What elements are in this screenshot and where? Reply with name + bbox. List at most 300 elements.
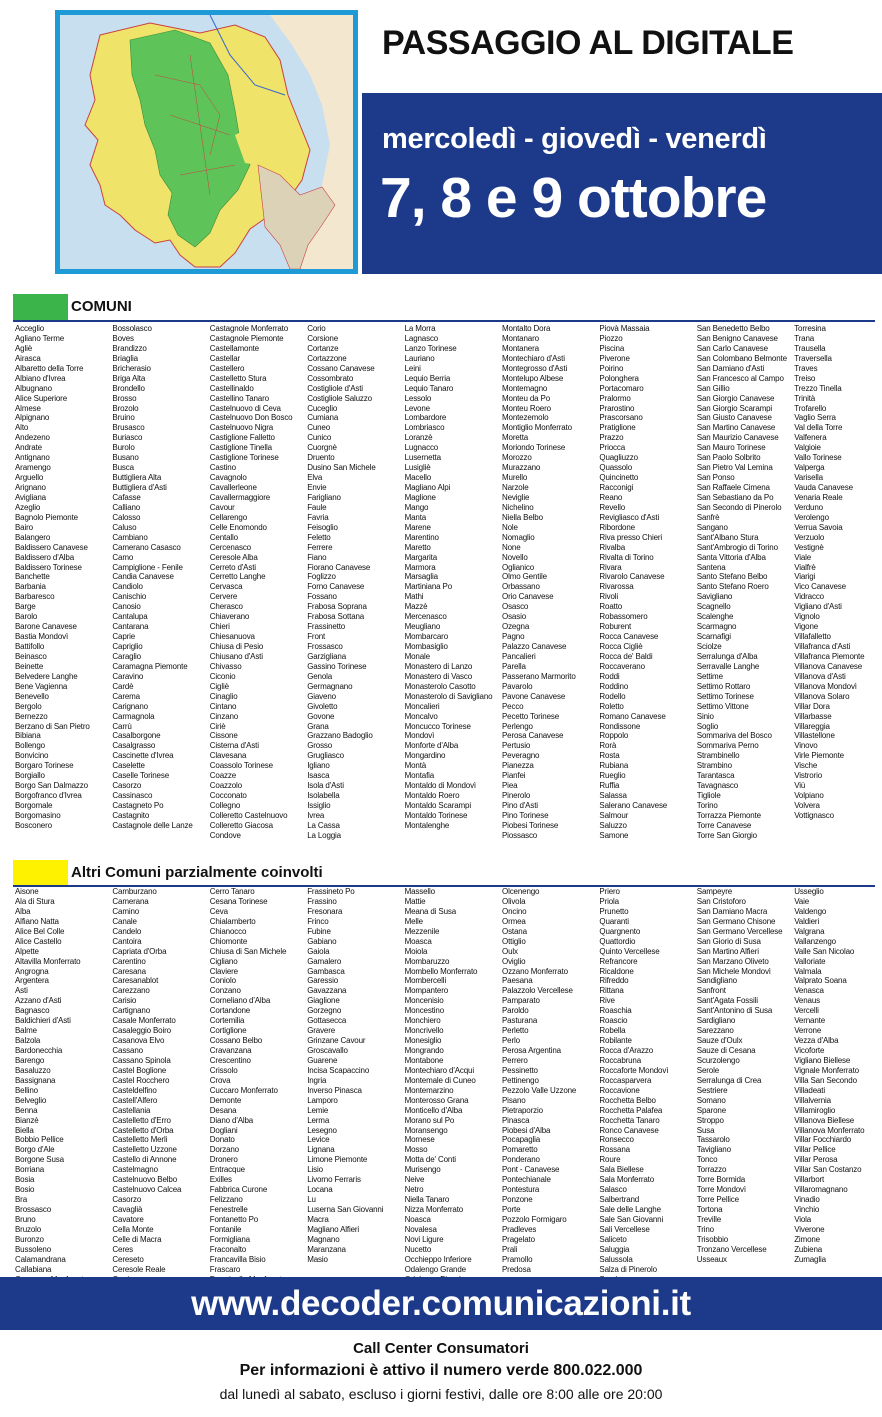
list-item: Argentera [15,976,49,986]
website-link[interactable]: www.decoder.comunicazioni.it [191,1284,691,1323]
list-item: Barbania [15,582,46,592]
list-item: Virle Piemonte [794,751,844,761]
list-item: Bassignana [15,1075,56,1085]
list-item: Roccabruna [599,1055,642,1065]
list-item: Scarmagno [696,622,737,632]
list-item: Venasca [794,986,824,996]
list-item: Leini [404,363,421,373]
list-item: San Marzano Oliveto [696,956,769,966]
list-item: Basaluzzo [15,1065,51,1075]
list-item: San Colombano Belmonte [696,353,787,363]
list-item: Brondello [112,383,145,393]
list-item: Castel Rocchero [112,1075,170,1085]
list-item: Beinette [15,661,44,671]
list-item: Pecco [502,701,524,711]
list-item: Marentino [404,532,439,542]
list-item: Noasca [404,1214,431,1224]
list-item: Balzola [15,1036,41,1046]
list-item: Torre San Giorgio [696,830,757,840]
list-item: Cossombrato [307,373,354,383]
list-item: Bene Vagienna [15,681,68,691]
list-item: Nucetto [404,1244,432,1254]
list-item: Susa [696,1125,715,1135]
list-item: Montaldo Torinese [404,810,468,820]
list-item: Verzuolo [794,532,825,542]
list-item: Tortona [696,1205,723,1214]
list-item: Nole [502,522,518,532]
list-item: Candelo [112,926,142,936]
list-item: Castell'Alfero [112,1095,158,1105]
map-image [60,15,353,269]
list-item: Zimone [794,1234,820,1244]
list-item: Albiano d'Ivrea [15,373,66,383]
list-item: Quassolo [599,463,632,473]
list-item: Montezemolo [502,413,549,423]
list-item: Givoletto [307,701,338,711]
list-item: Quincinetto [599,473,639,483]
list-item: San Maurizio Canavese [696,433,779,443]
list-item: Alice Castello [15,936,62,946]
list-item: Salasco [599,1185,627,1195]
list-item: Murazzano [502,463,541,473]
list-item: Villafalletto [794,632,831,642]
region-map [55,10,358,274]
list-item: Ronsecco [599,1135,634,1145]
list-item: Pino Torinese [502,810,549,820]
list-item: Gaiola [307,946,330,956]
list-item: Cuceglio [307,403,338,413]
list-item: Tonco [696,1155,718,1165]
list-item: Villanova Biellese [794,1115,855,1125]
list-item: Val della Torre [794,423,843,433]
list-item: Castelnuovo di Ceva [209,403,281,413]
list-item: Mombaruzzo [404,956,450,966]
list-item: Cervasca [209,582,243,592]
list-item: Meugliano [404,622,441,632]
list-item: Boves [112,333,134,343]
list-item: Settimo Vittone [696,701,749,711]
list-item: San Paolo Solbrito [696,453,761,463]
list-item: Lessolo [404,393,432,403]
list-item: Somano [696,1095,726,1105]
list-item: Tassarolo [696,1135,730,1145]
list-item: Valloriate [794,956,826,966]
list-item: Torre Pellice [696,1195,739,1205]
list-item: Sommariva Perno [696,741,759,751]
list-item: Pratiglione [599,423,636,433]
list-item: Venaria Reale [794,492,843,502]
list-item: San Carlo Canavese [696,343,768,353]
section-altri-title: Altri Comuni parzialmente coinvolti [71,864,323,881]
list-item: Bairo [15,522,33,532]
list-item: Castello di Annone [112,1155,177,1165]
list-item: Maglione [404,492,436,502]
list-item: Lequio Berria [404,373,451,383]
list-item: Cantarana [112,622,149,632]
list-item: Mombarcaro [404,632,448,642]
list-column [502,324,599,841]
list-item: Rocchetta Tanaro [599,1115,660,1125]
list-item: Sale San Giovanni [599,1214,664,1224]
list-item: Barengo [15,1055,45,1065]
list-item: Mombercelli [404,976,447,986]
list-item: Netro [404,1185,424,1195]
list-item: San Giorgio Scarampi [696,403,773,413]
list-item: Rivarolo Canavese [599,572,665,582]
list-item: Mezzenile [404,926,440,936]
list-item: Pinasca [502,1115,530,1125]
list-item: San Damiano Macra [696,906,768,916]
list-item: Briga Alta [112,373,146,383]
list-item: Frabosa Sottana [307,612,365,622]
list-column [210,887,307,1285]
list-item: Pianfei [502,771,526,781]
list-item: Predosa [502,1264,531,1274]
list-item: Burolo [112,443,135,453]
list-item: Valmala [794,966,822,976]
list-item: Melle [404,916,423,926]
list-item: Prazzo [599,433,624,443]
list-item: Castagnole Piemonte [209,333,284,343]
list-item: Celle di Macra [112,1234,162,1244]
list-item: Marsaglia [404,572,438,582]
list-item: Levone [404,403,430,413]
list-item: Roascio [599,1016,628,1026]
list-item: Balangero [15,532,51,542]
list-item: Castagneto Po [112,801,164,810]
list-item: Montechiaro d'Acqui [404,1065,474,1075]
list-item: Vaglio Serra [794,413,836,423]
list-item: Baldichieri d'Asti [15,1016,71,1026]
list-item: Camburzano [112,887,157,896]
list-item: Pragelato [502,1234,535,1244]
list-item: Albaretto della Torre [15,363,84,373]
list-item: Monteu da Po [502,393,551,403]
list-item: Sauze d'Oulx [696,1036,743,1046]
list-item: Cortazzone [307,353,347,363]
list-item: Gravere [307,1026,336,1036]
list-item: Chiaverano [209,612,250,622]
list-item: Borgone Susa [15,1155,64,1165]
list-item: Porte [502,1205,521,1214]
list-item: Bosconero [15,820,52,830]
list-item: Cafasse [112,492,141,502]
list-item: Vottignasco [794,810,834,820]
list-item: Vallanzengo [794,936,836,946]
list-item: Belveglio [15,1095,47,1105]
list-item: Monasterolo di Savigliano [404,691,493,701]
list-item: Marmora [404,562,436,572]
list-item: Bergolo [15,701,42,711]
list-item: Priero [599,887,620,896]
list-item: Brusasco [112,423,145,433]
list-item: Vico Canavese [794,582,846,592]
list-item: Castiglione Torinese [209,453,279,463]
list-item: Diano d'Alba [209,1115,254,1125]
list-item: Brossasco [15,1205,51,1214]
list-item: Bollengo [15,741,45,751]
list-item: Ciconio [209,671,236,681]
list-item: Vinadio [794,1195,820,1205]
list-item: Lamporo [307,1095,338,1105]
list-item: San Giorgio Canavese [696,393,775,403]
list-item: Chialamberto [209,916,256,926]
list-item: Mazzè [404,602,428,612]
list-item: Cerretto Langhe [209,572,266,582]
list-item: Moriondo Torinese [502,443,566,453]
list-item: Dusino San Michele [307,463,376,473]
list-item: Vialfrè [794,562,816,572]
list-item: Barolo [15,612,38,622]
list-item: Gavazzana [307,986,347,996]
list-item: Sant'Albano Stura [696,532,759,542]
list-item: Morozzo [502,453,532,463]
list-item: Pradleves [502,1224,537,1234]
list-item: Cinaglio [209,691,238,701]
list-item: Viarigi [794,572,816,582]
list-item: Salbertrand [599,1195,640,1205]
list-item: Masio [307,1254,328,1264]
list-item: Serralunga di Crea [696,1075,762,1085]
list-item: Riva presso Chieri [599,532,663,542]
list-item: Canischio [112,592,147,602]
list-item: Reano [599,492,623,502]
list-item: Fossano [307,592,337,602]
list-item: Mathi [404,592,424,602]
list-item: Cortemilia [209,1016,245,1026]
list-item: Caraglio [112,651,141,661]
list-item: Cossano Belbo [209,1036,263,1046]
list-item: Serravalle Langhe [696,661,760,671]
list-item: Cartignano [112,1006,151,1016]
list-item: Mombasiglio [404,642,448,651]
list-item: Martiniana Po [404,582,453,592]
list-item: Trino [696,1224,714,1234]
list-item: Bruno [15,1214,36,1224]
call-center-title: Call Center Consumatori [353,1340,529,1357]
list-item: Verolengo [794,512,829,522]
list-item: Olivola [502,896,526,906]
list-item: Robella [599,1026,626,1036]
list-item: Montaldo Roero [404,791,460,801]
list-item: Cella Monte [112,1224,154,1234]
list-item: Cassano Spinola [112,1055,171,1065]
list-item: Camino [112,906,140,916]
list-item: Casteldelfino [112,1085,157,1095]
list-item: Rocca d'Arazzo [599,1046,654,1055]
list-item: Rocchetta Palafea [599,1105,663,1115]
list-item: Belvedere Langhe [15,671,78,681]
list-item: Monticello d'Alba [404,1105,463,1115]
list-item: Alpignano [15,413,50,423]
list-item: Acceglio [15,324,45,333]
list-item: Villafranca d'Asti [794,642,851,651]
list-item: Bosia [15,1175,35,1185]
list-item: Pino d'Asti [502,801,538,810]
list-item: Govone [307,711,335,721]
list-item: Vercelli [794,1006,819,1016]
list-item: Villar Dora [794,701,830,711]
list-item: Vallo Torinese [794,453,842,463]
list-item: Lusigliè [404,463,431,473]
list-item: Banchette [15,572,50,582]
list-item: Morano sul Po [404,1115,455,1125]
list-item: Rorà [599,741,617,751]
list-item: Maretto [404,542,431,552]
list-item: Ciriè [209,721,226,731]
list-item: Usseaux [696,1254,727,1264]
list-item: Caravino [112,671,144,681]
list-item: Trofarello [794,403,827,413]
list-item: Sala Biellese [599,1165,644,1175]
list-item: Vigone [794,622,819,632]
list-item: Cavagnolo [209,473,247,483]
list-item: Villar Perosa [794,1155,838,1165]
list-item: Cocconato [209,791,247,801]
list-item: Pagno [502,632,525,642]
list-item: Piozzo [599,333,623,343]
list-item: Vinchio [794,1205,820,1214]
list-item: Casale Monferrato [112,1016,176,1026]
list-item: Cerreto d'Asti [209,562,256,572]
list-item: Pontechianale [502,1175,551,1185]
list-item: Dorzano [209,1145,239,1155]
list-column [502,887,599,1275]
list-item: Collegno [209,801,241,810]
list-item: Casanova Elvo [112,1036,165,1046]
list-item: Soglio [696,721,719,731]
list-item: Baldissero d'Alba [15,552,75,562]
list-item: Rifreddo [599,976,629,986]
list-item: Fenestrelle [209,1205,248,1214]
list-item: Refrancore [599,956,638,966]
list-item: Villalvernia [794,1095,831,1105]
list-item: Sauze di Cesana [696,1046,756,1055]
list-item: Vistrorio [794,771,823,781]
list-item: Sanfront [696,986,726,996]
list-item: Frascaro [209,1264,241,1274]
list-item: Conzano [209,986,241,996]
list-item: Valle San Nicolao [794,946,855,956]
list-item: Nizza Monferrato [404,1205,464,1214]
list-item: Arignano [15,483,46,492]
list-item: Loranzè [404,433,433,443]
list-item: Calosso [112,512,141,522]
list-item: Montemale di Cuneo [404,1075,476,1085]
list-item: Olmo Gentile [502,572,547,582]
list-item: Samone [599,830,629,840]
list-item: Monesiglio [404,1036,442,1046]
list-item: Candiolo [112,582,143,592]
list-item: Nomaglio [502,532,535,542]
list-item: Paroldo [502,1006,529,1016]
list-item: Lerma [307,1115,330,1125]
list-item: Chivasso [209,661,242,671]
list-item: Cossano Canavese [307,363,375,373]
list-item: Cortanze [307,343,339,353]
list-item: Priola [599,896,619,906]
list-item: Pisano [502,1095,526,1105]
list-item: Azzano d'Asti [15,996,62,1006]
list-item: Pessinetto [502,1065,538,1075]
list-item: Vauda Canavese [794,483,853,492]
list-item: Serole [696,1065,720,1075]
list-item: Verrua Savoia [794,522,843,532]
list-item: Moncenisio [404,996,444,1006]
list-item: Moncalieri [404,701,440,711]
list-item: Villanova Solaro [794,691,850,701]
list-item: Capriata d'Orba [112,946,167,956]
list-item: Rivalta di Torino [599,552,654,562]
list-item: Carmagnola [112,711,155,721]
list-item: Cintano [209,701,237,711]
list-item: Orbassano [502,582,540,592]
list-item: Brozolo [112,403,139,413]
list-item: Biella [15,1125,34,1135]
list-item: Montaldo di Mondovì [404,781,477,791]
list-item: Entracque [209,1165,245,1175]
list-item: Monchiero [404,1016,441,1026]
list-item: Castiglione Tinella [209,443,272,453]
list-item: Settime [696,671,723,681]
list-item: Tavigliano [696,1145,731,1155]
list-item: Canale [112,916,137,926]
list-item: Corneliano d'Alba [209,996,271,1006]
list-item: Caprie [112,632,136,642]
list-item: Magliano Alfieri [307,1224,360,1234]
list-item: Monale [404,651,430,661]
list-item: Gamalero [307,956,342,966]
list-item: Garessio [307,976,338,986]
list-item: Margarita [404,552,438,562]
list-item: Rodello [599,691,626,701]
list-item: Treiso [794,373,816,383]
list-item: Santena [696,562,726,572]
list-item: Racconigi [599,483,634,492]
list-item: Casorzo [112,781,142,791]
list-item: Fontanetto Po [209,1214,259,1224]
list-item: Sestriere [696,1085,728,1095]
list-item: Orio Canavese [502,592,554,602]
list-item: Foglizzo [307,572,336,582]
list-item: Vaie [794,896,810,906]
list-item: Ostana [502,926,527,936]
list-item: Fontanile [209,1224,242,1234]
list-item: Bobbio Pellice [15,1135,64,1145]
list-item: Montalenghe [404,820,450,830]
list-item: Piossasco [502,830,538,840]
list-item: Fraconalto [209,1244,247,1254]
list-item: Feisoglio [307,522,338,532]
list-item: Giaglione [307,996,340,1006]
list-item: Sant'Antonino di Susa [696,1006,773,1016]
list-item: Viù [794,781,806,791]
list-item: La Morra [404,324,436,333]
list-item: Villadeati [794,1085,826,1095]
list-item: Piobesi d'Alba [502,1125,551,1135]
list-item: Scurzolengo [696,1055,740,1065]
list-item: Zubiena [794,1244,823,1254]
list-item: Robassomero [599,612,648,622]
list-item: Borgaro Torinese [15,761,74,771]
list-item: Tavagnasco [696,781,738,791]
list-item: Cherasco [209,602,243,612]
list-item: Villanova Mondovì [794,681,857,691]
list-item: Bellino [15,1085,38,1095]
days-text: mercoledì - giovedì - venerdì [382,123,767,155]
list-item: Rubiana [599,761,629,771]
list-item: Scagnello [696,602,731,612]
